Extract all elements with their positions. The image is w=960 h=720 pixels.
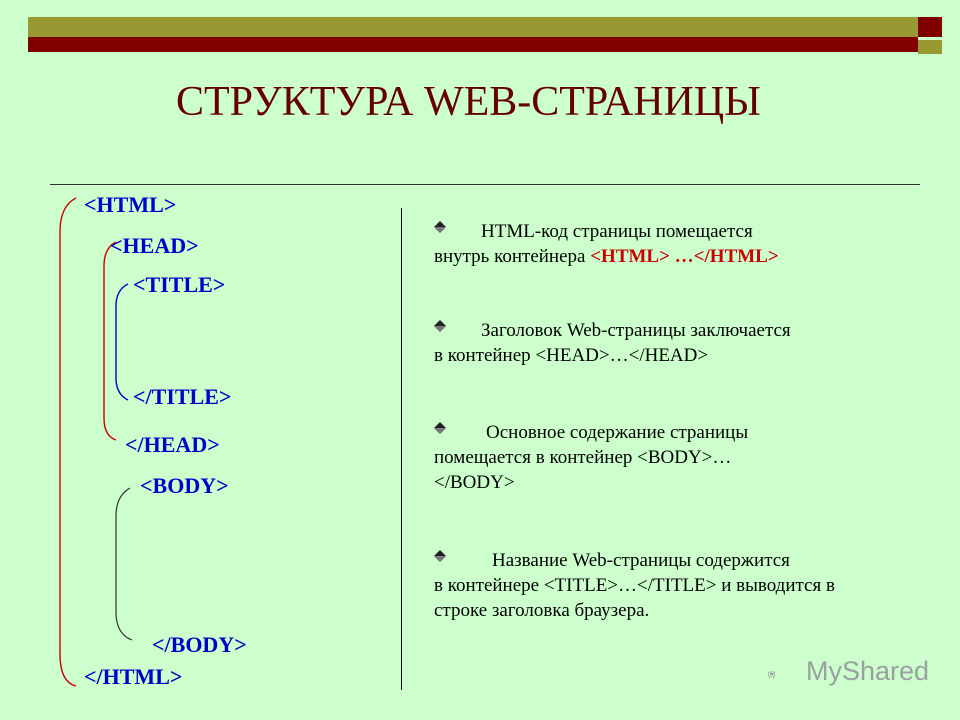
logo-text: MyShared: [806, 656, 930, 686]
corner-decor-olive: [918, 40, 942, 54]
bullet-4-lead: Название Web-страницы содержится: [492, 550, 790, 571]
tag-body-open: <BODY>: [140, 473, 229, 498]
tag-head-open: <HEAD>: [110, 233, 199, 258]
title-divider: [50, 184, 920, 185]
bullet-3-rest: помещается в контейнер <BODY>…</BODY>: [434, 447, 732, 493]
top-decor-bar: [28, 17, 918, 37]
slide-title: СТРУКТУРА WEB-СТРАНИЦЫ: [176, 79, 761, 125]
tag-body-close: </BODY>: [152, 632, 247, 657]
html-bracket: [52, 192, 82, 692]
column-divider: [401, 208, 402, 690]
presentation-board-icon: [768, 658, 804, 692]
tag-title-close: </TITLE>: [133, 384, 232, 409]
bullet-1-text: [434, 219, 904, 269]
tag-head-close: </HEAD>: [125, 432, 220, 457]
tag-html-close: </HTML>: [84, 664, 183, 689]
bullet-3-lead: Основное содержание страницы: [486, 422, 749, 443]
corner-decor-dark: [918, 17, 942, 37]
bullet-2-rest: в контейнер <HEAD>…</HEAD>: [434, 345, 709, 366]
tag-html-open: <HTML>: [84, 192, 177, 217]
bullet-1-lead: HTML-код страницы помещается: [481, 221, 753, 242]
bullet-2-lead: Заголовок Web-страницы заключается: [481, 320, 791, 341]
title-bracket: [110, 280, 132, 404]
bullet-3-text: [434, 420, 764, 495]
top-decor-bar-dark: [28, 37, 918, 52]
body-bracket: [110, 484, 136, 644]
bullet-4-text: [434, 548, 879, 623]
bullet-2-text: [434, 318, 904, 368]
bullet-1-highlight: <HTML> …</HTML>: [590, 246, 779, 267]
bullet-4-rest: в контейнере <TITLE>…</TITLE> и выводится в строке заголовка браузера.: [434, 575, 835, 621]
bullet-1-rest: внутрь контейнера: [434, 246, 591, 267]
tag-title-open: <TITLE>: [133, 272, 226, 297]
